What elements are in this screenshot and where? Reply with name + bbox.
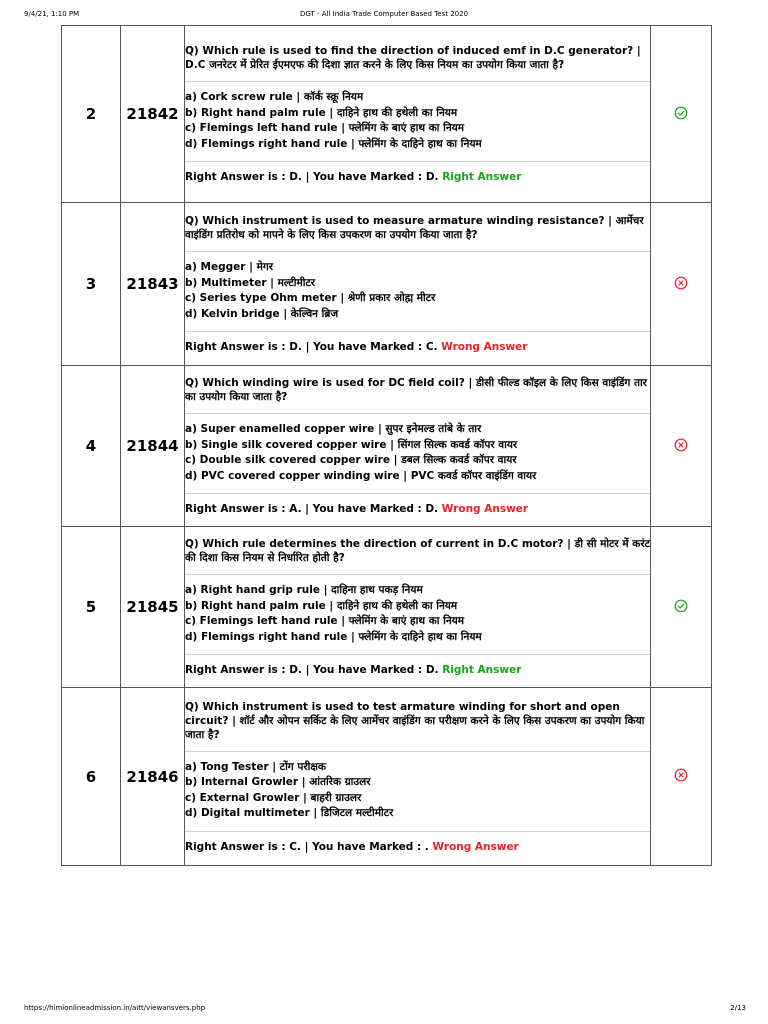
x-circle-icon [674, 768, 688, 782]
answer-prefix: Right Answer is : [185, 341, 290, 353]
question-body [185, 203, 651, 366]
option-item: b) Right hand palm rule | दाहिने हाथ की हथेली का नियम [185, 599, 458, 612]
question-text: Q) Which rule is used to find the direction of induced emf in D.C generator? | D.C जनरेटर में प्रेरित ईएमएफ की दिशा ज्ञात करने के लिए किस नियम का उपयोग किया जाता है? [185, 45, 641, 71]
option-item: c) Series type Ohm meter | श्रेणी प्रकार ओह्म मीटर [185, 292, 436, 304]
answer-prefix: Right Answer is : [185, 171, 290, 183]
answer-prefix: Right Answer is : [185, 840, 290, 853]
page-footer [0, 1004, 768, 1016]
answer-line [185, 502, 650, 516]
right-answer: C. [289, 840, 301, 853]
result-label: Wrong Answer [432, 840, 519, 853]
question-body [185, 366, 651, 527]
answer-line [185, 340, 650, 354]
option-item: d) PVC covered copper winding wire | PVC कवर्ड कॉपर वाइंडिंग वायर [185, 469, 537, 482]
marked-prefix: | You have Marked : [301, 503, 426, 515]
question-id: 21845 [121, 527, 185, 688]
answer-prefix: Right Answer is : [185, 503, 290, 515]
option-item: b) Multimeter | मल्टीमीटर [185, 276, 316, 289]
right-answer: D. [289, 171, 302, 183]
serial-number: 5 [62, 527, 121, 688]
result-label: Right Answer [442, 171, 522, 183]
question-row [62, 203, 712, 366]
option-item: a) Tong Tester | टोंग परीक्षक [185, 760, 326, 773]
option-item: d) Flemings right hand rule | फ्लेमिंग के दाहिने हाथ का नियम [185, 137, 482, 150]
options-list [185, 90, 650, 152]
options-list [185, 760, 650, 822]
question-row [62, 26, 712, 203]
page-header [0, 10, 768, 22]
question-text: Q) Which winding wire is used for DC field coil? | डीसी फील्ड कॉइल के लिए किस वाइंडिंग तार का उपयोग किया जाता है? [185, 377, 647, 403]
divider [185, 574, 650, 575]
page-url: https://himionlineadmission.in/aitt/viewansvers.php [24, 1004, 206, 1012]
marked-prefix: | You have Marked : [301, 171, 426, 183]
print-datetime: 9/4/21, 1:10 PM [24, 10, 80, 18]
page-number: 2/13 [730, 1004, 746, 1012]
question-text: Q) Which instrument is used to measure armature winding resistance? | आर्मेचर वाइंडिंग प्रतिरोध को मापने के लिए किस उपकरण का उपयोग किया जाता है? [185, 215, 644, 241]
question-row [62, 527, 712, 688]
answers-table [61, 25, 712, 866]
question-body [185, 527, 651, 688]
result-label: Right Answer [442, 664, 522, 676]
status-cell [651, 527, 712, 688]
options-list [185, 422, 650, 484]
option-item: c) Flemings left hand rule | फ्लेमिंग के बाएं हाथ का नियम [185, 122, 465, 134]
option-item: b) Internal Growler | आंतरिक ग्राउलर [185, 776, 371, 788]
right-answer: D. [289, 341, 302, 353]
options-list [185, 260, 650, 322]
question-id: 21844 [121, 366, 185, 527]
divider [185, 654, 650, 655]
answer-line [185, 663, 650, 677]
divider [185, 331, 650, 332]
marked-prefix: | You have Marked : [301, 664, 426, 676]
marked-answer: D. [425, 171, 439, 183]
divider [185, 251, 650, 252]
option-item: c) Flemings left hand rule | फ्लेमिंग के बाएं हाथ का नियम [185, 615, 465, 627]
question-id: 21842 [121, 26, 185, 203]
result-label: Wrong Answer [441, 341, 528, 353]
divider [185, 161, 650, 162]
option-item: a) Megger | मेगर [185, 261, 274, 273]
status-cell [651, 366, 712, 527]
serial-number: 6 [62, 688, 121, 866]
option-item: d) Flemings right hand rule | फ्लेमिंग के दाहिने हाथ का नियम [185, 630, 482, 643]
option-item: a) Cork screw rule | कॉर्क स्क्रू नियम [185, 91, 364, 103]
serial-number: 3 [62, 203, 121, 366]
check-circle-icon [674, 106, 688, 120]
option-item: d) Digital multimeter | डिजिटल मल्टीमीटर [185, 807, 394, 819]
question-row [62, 366, 712, 527]
marked-answer: D. [425, 664, 439, 676]
status-cell [651, 688, 712, 866]
answer-line [185, 840, 650, 854]
x-circle-icon [674, 276, 688, 290]
marked-answer: . [424, 840, 429, 853]
right-answer: D. [289, 664, 302, 676]
options-list [185, 583, 650, 645]
x-circle-icon [674, 438, 688, 452]
divider [185, 81, 650, 82]
divider [185, 831, 650, 832]
marked-prefix: | You have Marked : [300, 840, 425, 853]
status-cell [651, 26, 712, 203]
result-label: Wrong Answer [441, 503, 529, 515]
option-item: c) Double silk covered copper wire | डबल सिल्क कवर्ड कॉपर वायर [185, 454, 517, 466]
question-body [185, 26, 651, 203]
serial-number: 4 [62, 366, 121, 527]
marked-answer: C. [425, 341, 438, 353]
question-text: Q) Which rule determines the direction of current in D.C motor? | डी सी मोटर में करंट की दिशा किस नियम से निर्धारित होती है? [185, 538, 650, 564]
divider [185, 493, 650, 494]
marked-prefix: | You have Marked : [301, 341, 426, 353]
option-item: b) Single silk covered copper wire | सिंगल सिल्क कवर्ड कॉपर वायर [185, 438, 518, 451]
marked-answer: D. [425, 503, 439, 515]
print-title: DGT - All India Trade Computer Based Test 2020 [299, 10, 469, 18]
question-row [62, 688, 712, 866]
option-item: c) External Growler | बाहरी ग्राउलर [185, 791, 362, 804]
answer-line [185, 170, 650, 184]
check-circle-icon [674, 599, 688, 613]
divider [185, 413, 650, 414]
right-answer: A. [289, 503, 302, 515]
option-item: b) Right hand palm rule | दाहिने हाथ की हथेली का नियम [185, 106, 458, 119]
option-item: a) Super enamelled copper wire | सुपर इनेमल्ड तांबे के तार [185, 423, 482, 435]
option-item: a) Right hand grip rule | दाहिना हाथ पकड़ नियम [185, 584, 423, 596]
divider [185, 751, 650, 752]
answer-prefix: Right Answer is : [185, 664, 290, 676]
serial-number: 2 [62, 26, 121, 203]
question-id: 21846 [121, 688, 185, 866]
status-cell [651, 203, 712, 366]
question-text: Q) Which instrument is used to test armature winding for short and open circuit? | शॉर्ट और ओपन सर्किट के लिए आर्मेचर वाइंडिंग का परीक्षण करने के लिए किस उपकरण का उपयोग किया जाता है? [185, 700, 645, 741]
question-id: 21843 [121, 203, 185, 366]
option-item: d) Kelvin bridge | केल्विन ब्रिज [185, 307, 339, 320]
question-body [185, 688, 651, 866]
